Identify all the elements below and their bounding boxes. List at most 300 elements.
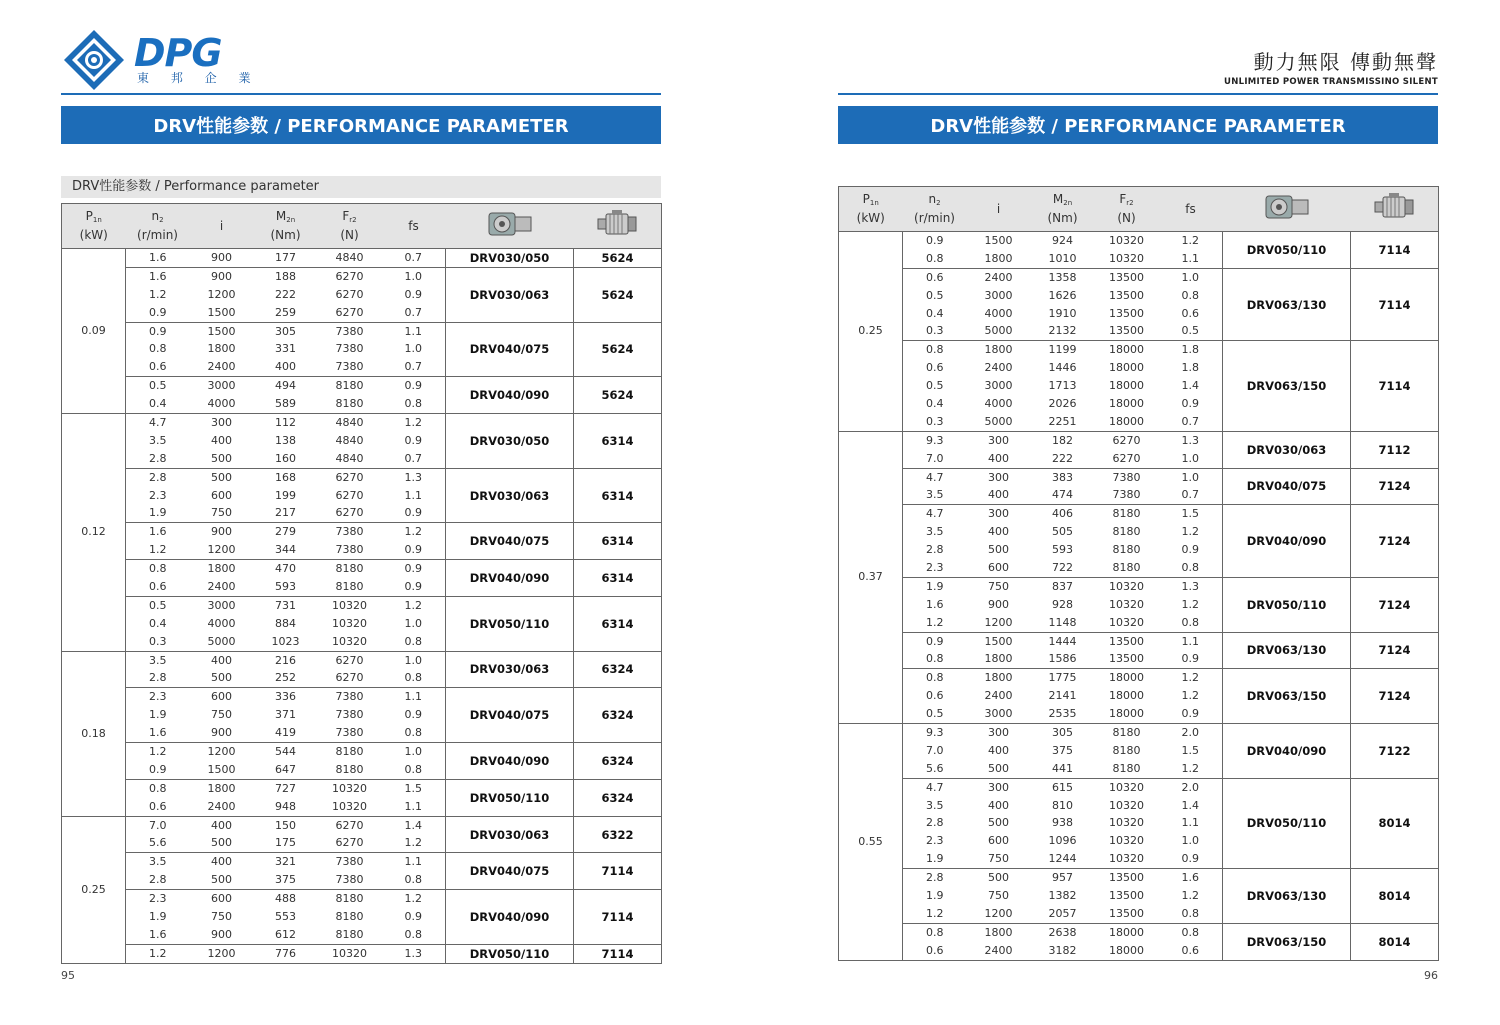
- torque-cell: 175: [275, 836, 296, 850]
- speed-cell: 400: [988, 451, 1009, 465]
- motor-frame-cell: 6324: [574, 743, 662, 780]
- service-factor-cell: 0.7: [382, 304, 446, 322]
- service-factor-cell: 1.0: [1159, 832, 1223, 850]
- speed-cell: 2400: [207, 579, 236, 593]
- radial-load-cell: 6270: [335, 305, 364, 319]
- radial-load-cell: 8180: [318, 560, 382, 578]
- reducer-model-cell: DRV050/110: [446, 596, 574, 651]
- ratio-cell: 2.8: [903, 869, 967, 887]
- speed-cell: 750: [211, 910, 232, 923]
- torque-cell: 928: [1052, 597, 1073, 611]
- speed-cell: 4000: [207, 616, 236, 630]
- service-factor-cell: 1.5: [382, 779, 446, 797]
- performance-table: [61, 203, 662, 964]
- ratio-cell: 1.2: [926, 906, 944, 920]
- ratio-cell: 9.3: [903, 724, 967, 742]
- power-cell: 0.25: [839, 232, 903, 432]
- ratio-cell: 1.6: [126, 249, 190, 268]
- torque-cell: 612: [275, 927, 296, 941]
- motor-frame-cell: 7114: [1351, 268, 1439, 341]
- torque-cell: 1010: [1048, 251, 1077, 265]
- torque-cell: 321: [254, 853, 318, 871]
- service-factor-cell: 1.2: [1159, 760, 1223, 778]
- speed-cell: 400: [988, 525, 1009, 539]
- torque-cell: 731: [254, 596, 318, 614]
- ratio-cell: 0.6: [926, 689, 944, 703]
- radial-load-cell: 8180: [335, 579, 364, 593]
- table-row: [62, 779, 662, 797]
- service-factor-cell: 0.8: [1159, 614, 1223, 632]
- radial-load-cell: 13500: [1109, 652, 1144, 666]
- speed-cell: 1200: [984, 615, 1013, 629]
- motor-frame-cell: 5624: [574, 377, 662, 414]
- speed-cell: 3000: [190, 596, 254, 614]
- ratio-cell: 0.8: [926, 652, 944, 666]
- motor-frame-cell: 7124: [1351, 632, 1439, 669]
- speed-cell: 1500: [190, 322, 254, 340]
- radial-load-cell: 13500: [1109, 288, 1144, 302]
- ratio-cell: 4.7: [126, 414, 190, 432]
- table-row: [62, 523, 662, 541]
- service-factor-cell: 1.2: [382, 523, 446, 541]
- service-factor-cell: 1.0: [1159, 450, 1223, 468]
- ratio-cell: 0.3: [926, 324, 944, 338]
- ratio-cell: 0.6: [926, 361, 944, 375]
- speed-cell: 5000: [984, 324, 1013, 338]
- torque-cell: 252: [275, 671, 296, 685]
- speed-cell: 1800: [967, 923, 1031, 941]
- ratio-cell: 0.8: [903, 669, 967, 687]
- ratio-cell: 0.8: [903, 923, 967, 941]
- radial-load-cell: 10320: [1109, 615, 1144, 629]
- speed-cell: 500: [211, 873, 232, 887]
- ratio-cell: 2.8: [149, 451, 167, 465]
- motor-frame-cell: 6314: [574, 523, 662, 560]
- reducer-model-cell: DRV063/150: [1223, 669, 1351, 724]
- reducer-model-cell: DRV050/110: [1223, 232, 1351, 269]
- torque-cell: 383: [1031, 468, 1095, 486]
- service-factor-cell: 2.0: [1159, 724, 1223, 742]
- ratio-cell: 2.3: [126, 890, 190, 908]
- torque-cell: 1444: [1031, 632, 1095, 650]
- performance-table: [838, 186, 1439, 961]
- header-ratio: i: [967, 187, 1031, 232]
- speed-cell: 400: [988, 798, 1009, 812]
- motor-frame-cell: 7124: [1351, 577, 1439, 632]
- power-cell: 0.25: [62, 816, 126, 963]
- ratio-cell: 2.3: [126, 688, 190, 706]
- speed-cell: 900: [190, 267, 254, 285]
- ratio-cell: 1.9: [149, 910, 167, 923]
- ratio-cell: 1.9: [149, 506, 167, 520]
- service-factor-cell: 1.2: [1159, 887, 1223, 905]
- service-factor-cell: 1.0: [382, 615, 446, 633]
- service-factor-cell: 0.9: [1159, 541, 1223, 559]
- torque-cell: 593: [1052, 543, 1073, 557]
- header-output-speed: $n_2$ (r/min): [126, 204, 190, 249]
- radial-load-cell: 7380: [335, 543, 364, 557]
- torque-cell: 222: [275, 287, 296, 301]
- radial-load-cell: 7380: [318, 322, 382, 340]
- speed-cell: 600: [988, 560, 1009, 574]
- torque-cell: 470: [254, 560, 318, 578]
- speed-cell: 900: [211, 726, 232, 740]
- ratio-cell: 1.9: [903, 577, 967, 595]
- radial-load-cell: 6270: [318, 816, 382, 834]
- torque-cell: 2141: [1048, 689, 1077, 703]
- ratio-cell: 1.6: [149, 927, 167, 941]
- torque-cell: 441: [1052, 761, 1073, 775]
- ratio-cell: 3.5: [926, 488, 944, 502]
- radial-load-cell: 6270: [335, 488, 364, 502]
- radial-load-cell: 10320: [1109, 816, 1144, 830]
- speed-cell: 500: [211, 836, 232, 850]
- torque-cell: 2535: [1048, 707, 1077, 721]
- service-factor-cell: 0.7: [382, 450, 446, 468]
- ratio-cell: 0.6: [149, 360, 167, 374]
- reducer-model-cell: DRV063/150: [1223, 341, 1351, 431]
- torque-cell: 589: [275, 397, 296, 411]
- ratio-cell: 1.2: [126, 743, 190, 761]
- reducer-model-cell: DRV030/063: [446, 267, 574, 322]
- motor-frame-cell: 5624: [574, 322, 662, 377]
- service-factor-cell: 0.9: [1159, 650, 1223, 668]
- service-factor-cell: 1.2: [1159, 596, 1223, 614]
- ratio-cell: 0.8: [903, 341, 967, 359]
- reducer-model-cell: DRV030/063: [446, 468, 574, 523]
- radial-load-cell: 8180: [1095, 724, 1159, 742]
- ratio-cell: 0.9: [903, 232, 967, 250]
- header-power: $P_{1n}$ (kW): [62, 204, 126, 249]
- service-factor-cell: 0.7: [382, 358, 446, 376]
- reducer-model-cell: DRV040/090: [1223, 724, 1351, 779]
- torque-cell: 2057: [1048, 906, 1077, 920]
- service-factor-cell: 1.1: [382, 853, 446, 871]
- service-factor-cell: 0.9: [382, 286, 446, 304]
- torque-cell: 182: [1031, 431, 1095, 449]
- torque-cell: 544: [254, 743, 318, 761]
- ratio-cell: 1.2: [926, 615, 944, 629]
- speed-cell: 1500: [207, 762, 236, 776]
- service-factor-cell: 0.9: [1159, 395, 1223, 413]
- header-rule: [838, 93, 1438, 95]
- table-row: [839, 577, 1439, 595]
- radial-load-cell: 10320: [1095, 778, 1159, 796]
- service-factor-cell: 0.6: [1159, 305, 1223, 323]
- radial-load-cell: 7380: [318, 853, 382, 871]
- ratio-cell: 4.7: [903, 468, 967, 486]
- service-factor-cell: 0.9: [382, 578, 446, 596]
- section-title: DRV性能参数 / Performance parameter: [61, 176, 661, 198]
- radial-load-cell: 18000: [1095, 669, 1159, 687]
- electric-motor-icon: [1351, 187, 1439, 232]
- speed-cell: 2400: [207, 360, 236, 374]
- service-factor-cell: 1.0: [382, 651, 446, 669]
- service-factor-cell: 0.8: [1159, 287, 1223, 305]
- radial-load-cell: 13500: [1095, 632, 1159, 650]
- speed-cell: 3000: [984, 288, 1013, 302]
- motor-frame-cell: 7114: [1351, 232, 1439, 269]
- header-torque: $M_{2n}$ (Nm): [254, 204, 318, 249]
- service-factor-cell: 1.3: [382, 944, 446, 963]
- radial-load-cell: 4840: [318, 414, 382, 432]
- speed-cell: 400: [988, 743, 1009, 757]
- reducer-model-cell: DRV040/090: [446, 377, 574, 414]
- speed-cell: 600: [190, 890, 254, 908]
- reducer-model-cell: DRV063/130: [1223, 632, 1351, 669]
- motor-frame-cell: 5624: [574, 249, 662, 268]
- service-factor-cell: 1.4: [1159, 377, 1223, 395]
- reducer-model-cell: DRV030/063: [446, 651, 574, 688]
- speed-cell: 600: [988, 834, 1009, 848]
- speed-cell: 300: [967, 724, 1031, 742]
- motor-frame-cell: 6314: [574, 560, 662, 597]
- service-factor-cell: 1.1: [382, 487, 446, 505]
- motor-frame-cell: 7124: [1351, 505, 1439, 578]
- radial-load-cell: 7380: [335, 360, 364, 374]
- radial-load-cell: 6270: [335, 287, 364, 301]
- ratio-cell: 0.8: [126, 779, 190, 797]
- ratio-cell: 0.3: [149, 634, 167, 648]
- table-row: [62, 651, 662, 669]
- torque-cell: 1244: [1048, 852, 1077, 866]
- service-factor-cell: 1.1: [382, 688, 446, 706]
- radial-load-cell: 8180: [335, 762, 364, 776]
- service-factor-cell: 1.3: [1159, 431, 1223, 449]
- ratio-cell: 2.3: [926, 560, 944, 574]
- reducer-model-cell: DRV050/110: [446, 779, 574, 816]
- ratio-cell: 7.0: [926, 451, 944, 465]
- ratio-cell: 2.8: [926, 816, 944, 830]
- service-factor-cell: 1.0: [1159, 268, 1223, 286]
- speed-cell: 400: [190, 853, 254, 871]
- radial-load-cell: 6270: [1112, 451, 1141, 465]
- speed-cell: 400: [190, 816, 254, 834]
- table-row: [62, 944, 662, 963]
- service-factor-cell: 1.2: [1159, 232, 1223, 250]
- table-row: [62, 249, 662, 268]
- radial-load-cell: 13500: [1109, 906, 1144, 920]
- power-cell: 0.55: [839, 724, 903, 961]
- speed-cell: 1200: [190, 743, 254, 761]
- radial-load-cell: 18000: [1109, 361, 1144, 375]
- table-row: [62, 560, 662, 578]
- service-factor-cell: 0.8: [1159, 923, 1223, 941]
- ratio-cell: 5.6: [149, 836, 167, 850]
- service-factor-cell: 1.2: [382, 835, 446, 853]
- power-cell: 0.37: [839, 431, 903, 723]
- service-factor-cell: 0.9: [382, 908, 446, 926]
- torque-cell: 2026: [1048, 396, 1077, 410]
- torque-cell: 331: [275, 342, 296, 356]
- torque-cell: 1096: [1048, 834, 1077, 848]
- torque-cell: 1775: [1031, 669, 1095, 687]
- speed-cell: 750: [211, 506, 232, 520]
- ratio-cell: 0.9: [903, 632, 967, 650]
- speed-cell: 1500: [967, 632, 1031, 650]
- motor-frame-cell: 7124: [1351, 669, 1439, 724]
- right-page: [750, 0, 1500, 1025]
- motor-frame-cell: 6314: [574, 414, 662, 469]
- ratio-cell: 0.6: [149, 799, 167, 813]
- motor-frame-cell: 7122: [1351, 724, 1439, 779]
- torque-cell: 112: [254, 414, 318, 432]
- radial-load-cell: 7380: [335, 873, 364, 887]
- radial-load-cell: 18000: [1095, 341, 1159, 359]
- ratio-cell: 0.9: [126, 322, 190, 340]
- torque-cell: 494: [254, 377, 318, 395]
- ratio-cell: 0.4: [926, 306, 944, 320]
- speed-cell: 600: [211, 488, 232, 502]
- torque-cell: 2638: [1031, 923, 1095, 941]
- radial-load-cell: 10320: [318, 944, 382, 963]
- speed-cell: 2400: [207, 799, 236, 813]
- radial-load-cell: 6270: [318, 651, 382, 669]
- header-radial-load: $F_{r2}$ (N): [1095, 187, 1159, 232]
- motor-frame-cell: 8014: [1351, 778, 1439, 868]
- ratio-cell: 4.7: [903, 778, 967, 796]
- speed-cell: 500: [211, 451, 232, 465]
- power-cell: 0.18: [62, 651, 126, 816]
- service-factor-cell: 0.9: [382, 560, 446, 578]
- ratio-cell: 2.8: [149, 671, 167, 685]
- speed-cell: 2400: [984, 943, 1013, 957]
- service-factor-cell: 2.0: [1159, 778, 1223, 796]
- torque-cell: 1148: [1048, 615, 1077, 629]
- ratio-cell: 7.0: [926, 743, 944, 757]
- torque-cell: 305: [1031, 724, 1095, 742]
- torque-cell: 2132: [1048, 324, 1077, 338]
- speed-cell: 1800: [967, 669, 1031, 687]
- ratio-cell: 0.8: [926, 251, 944, 265]
- table-row: [62, 468, 662, 486]
- motor-frame-cell: 7114: [1351, 341, 1439, 431]
- torque-cell: 810: [1052, 798, 1073, 812]
- speed-cell: 3000: [984, 379, 1013, 393]
- ratio-cell: 1.9: [926, 889, 944, 902]
- ratio-cell: 2.8: [149, 873, 167, 887]
- torque-cell: 727: [254, 779, 318, 797]
- radial-load-cell: 18000: [1109, 707, 1144, 721]
- torque-cell: 884: [275, 616, 296, 630]
- torque-cell: 615: [1031, 778, 1095, 796]
- speed-cell: 4000: [984, 396, 1013, 410]
- torque-cell: 647: [275, 762, 296, 776]
- speed-cell: 750: [967, 577, 1031, 595]
- speed-cell: 1500: [967, 232, 1031, 250]
- ratio-cell: 0.9: [149, 305, 167, 319]
- speed-cell: 900: [190, 523, 254, 541]
- speed-cell: 1200: [190, 944, 254, 963]
- radial-load-cell: 13500: [1109, 889, 1144, 902]
- page-banner: DRV性能参数 / PERFORMANCE PARAMETER: [61, 106, 661, 144]
- ratio-cell: 3.5: [926, 798, 944, 812]
- speed-cell: 1800: [190, 560, 254, 578]
- torque-cell: 957: [1031, 869, 1095, 887]
- ratio-cell: 1.2: [149, 287, 167, 301]
- torque-cell: 3182: [1048, 943, 1077, 957]
- ratio-cell: 1.9: [926, 852, 944, 866]
- radial-load-cell: 18000: [1109, 689, 1144, 703]
- radial-load-cell: 7380: [335, 708, 364, 722]
- radial-load-cell: 10320: [1109, 597, 1144, 611]
- header-torque: $M_{2n}$ (Nm): [1031, 187, 1095, 232]
- torque-cell: 160: [275, 451, 296, 465]
- torque-cell: 199: [275, 488, 296, 502]
- service-factor-cell: 1.0: [382, 743, 446, 761]
- table-header: [62, 204, 662, 249]
- ratio-cell: 0.8: [149, 342, 167, 356]
- ratio-cell: 0.5: [126, 377, 190, 395]
- service-factor-cell: 0.9: [382, 706, 446, 724]
- ratio-cell: 1.9: [149, 708, 167, 722]
- ratio-cell: 2.3: [149, 488, 167, 502]
- service-factor-cell: 1.2: [1159, 687, 1223, 705]
- torque-cell: 1382: [1048, 889, 1077, 902]
- service-factor-cell: 1.0: [1159, 468, 1223, 486]
- torque-cell: 216: [254, 651, 318, 669]
- reducer-model-cell: DRV063/130: [1223, 869, 1351, 924]
- service-factor-cell: 1.0: [382, 267, 446, 285]
- service-factor-cell: 0.9: [1159, 850, 1223, 868]
- speed-cell: 400: [211, 433, 232, 447]
- radial-load-cell: 10320: [1109, 852, 1144, 866]
- motor-frame-cell: 7124: [1351, 468, 1439, 505]
- radial-load-cell: 8180: [1112, 743, 1141, 757]
- speed-cell: 1800: [190, 779, 254, 797]
- reducer-model-cell: DRV063/150: [1223, 923, 1351, 960]
- reducer-model-cell: DRV030/063: [446, 816, 574, 853]
- reducer-model-cell: DRV040/075: [1223, 468, 1351, 505]
- radial-load-cell: 13500: [1109, 324, 1144, 338]
- ratio-cell: 1.6: [926, 597, 944, 611]
- radial-load-cell: 13500: [1109, 306, 1144, 320]
- ratio-cell: 0.4: [926, 396, 944, 410]
- speed-cell: 600: [190, 688, 254, 706]
- torque-cell: 1910: [1048, 306, 1077, 320]
- radial-load-cell: 18000: [1109, 943, 1144, 957]
- service-factor-cell: 1.1: [1159, 632, 1223, 650]
- motor-frame-cell: 6314: [574, 596, 662, 651]
- ratio-cell: 0.6: [926, 943, 944, 957]
- service-factor-cell: 1.8: [1159, 359, 1223, 377]
- speed-cell: 1800: [967, 341, 1031, 359]
- brand-name: DPG: [134, 31, 222, 75]
- speed-cell: 5000: [207, 634, 236, 648]
- service-factor-cell: 1.2: [382, 414, 446, 432]
- reducer-model-cell: DRV063/130: [1223, 268, 1351, 341]
- radial-load-cell: 10320: [1095, 232, 1159, 250]
- radial-load-cell: 4840: [335, 433, 364, 447]
- speed-cell: 3000: [984, 707, 1013, 721]
- motor-frame-cell: 6324: [574, 651, 662, 688]
- torque-cell: 948: [275, 799, 296, 813]
- motor-frame-cell: 8014: [1351, 869, 1439, 924]
- speed-cell: 900: [988, 597, 1009, 611]
- torque-cell: 279: [254, 523, 318, 541]
- radial-load-cell: 13500: [1095, 268, 1159, 286]
- radial-load-cell: 8180: [1112, 560, 1141, 574]
- speed-cell: 900: [190, 249, 254, 268]
- radial-load-cell: 8180: [318, 377, 382, 395]
- service-factor-cell: 0.7: [1159, 413, 1223, 431]
- reducer-model-cell: DRV050/110: [1223, 577, 1351, 632]
- radial-load-cell: 7380: [1095, 468, 1159, 486]
- speed-cell: 5000: [984, 414, 1013, 428]
- ratio-cell: 0.4: [149, 397, 167, 411]
- motor-frame-cell: 8014: [1351, 923, 1439, 960]
- service-factor-cell: 1.2: [1159, 523, 1223, 541]
